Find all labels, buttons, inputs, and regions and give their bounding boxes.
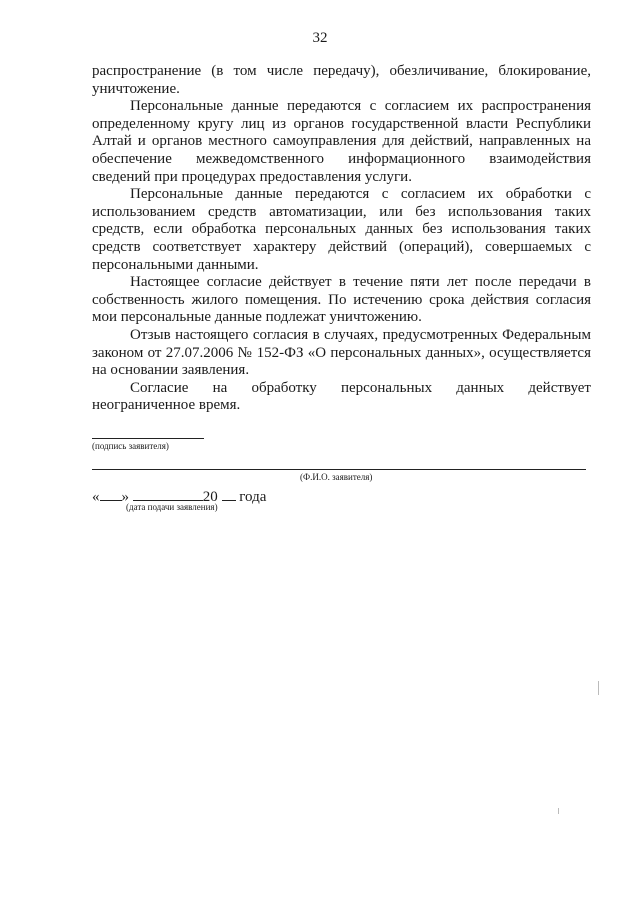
paragraph-4: Настоящее согласие действует в течение пяти лет после передачи в собственность жилого помещения. По истечению срока действия согласия мои персональные данные подлежат уничтожению.	[92, 274, 591, 326]
paragraph-1: распространение (в том числе передачу), обезличивание, блокирование, уничтожение.	[92, 63, 591, 97]
fio-caption: (Ф.И.О. заявителя)	[300, 472, 373, 482]
date-open-quote: «	[92, 489, 100, 505]
year-prefix: 20	[202, 489, 218, 505]
date-caption: (дата подачи заявления)	[126, 502, 218, 512]
paragraph-3: Персональные данные передаются с согласием их обработки с использованием средств автоматизации, или без использования таких средств, если обработка персональных данных без использования таких средств соответствует характеру действий (операций), совершаемых с персональными данными.	[92, 186, 591, 273]
signature-caption: (подпись заявителя)	[92, 441, 169, 451]
paragraph-5: Отзыв настоящего согласия в случаях, предусмотренных Федеральным законом от 27.07.2006 № 152-ФЗ «О персональных данных», осуществляется на основании заявления.	[92, 326, 591, 379]
signature-line	[92, 438, 204, 439]
fio-line	[92, 469, 586, 470]
page-number: 32	[312, 30, 328, 46]
year-blank	[222, 486, 236, 501]
paragraph-6: Согласие на обработку персональных данных действует неограниченное время.	[92, 379, 591, 414]
scan-artifact	[598, 681, 599, 695]
scan-artifact	[558, 808, 559, 814]
document-body	[92, 63, 591, 415]
date-close-quote: »	[121, 489, 129, 505]
day-blank	[100, 486, 122, 501]
month-blank	[133, 486, 203, 501]
paragraph-2: Персональные данные передаются с согласием их распространения определенному кругу лиц из органов государственной власти Республики Алтай и органов местного самоуправления для действий, направленных на обеспечение межведомственного информационного взаимодействия сведений при процедурах предоставления услуги.	[92, 98, 591, 185]
year-suffix: года	[239, 489, 267, 505]
